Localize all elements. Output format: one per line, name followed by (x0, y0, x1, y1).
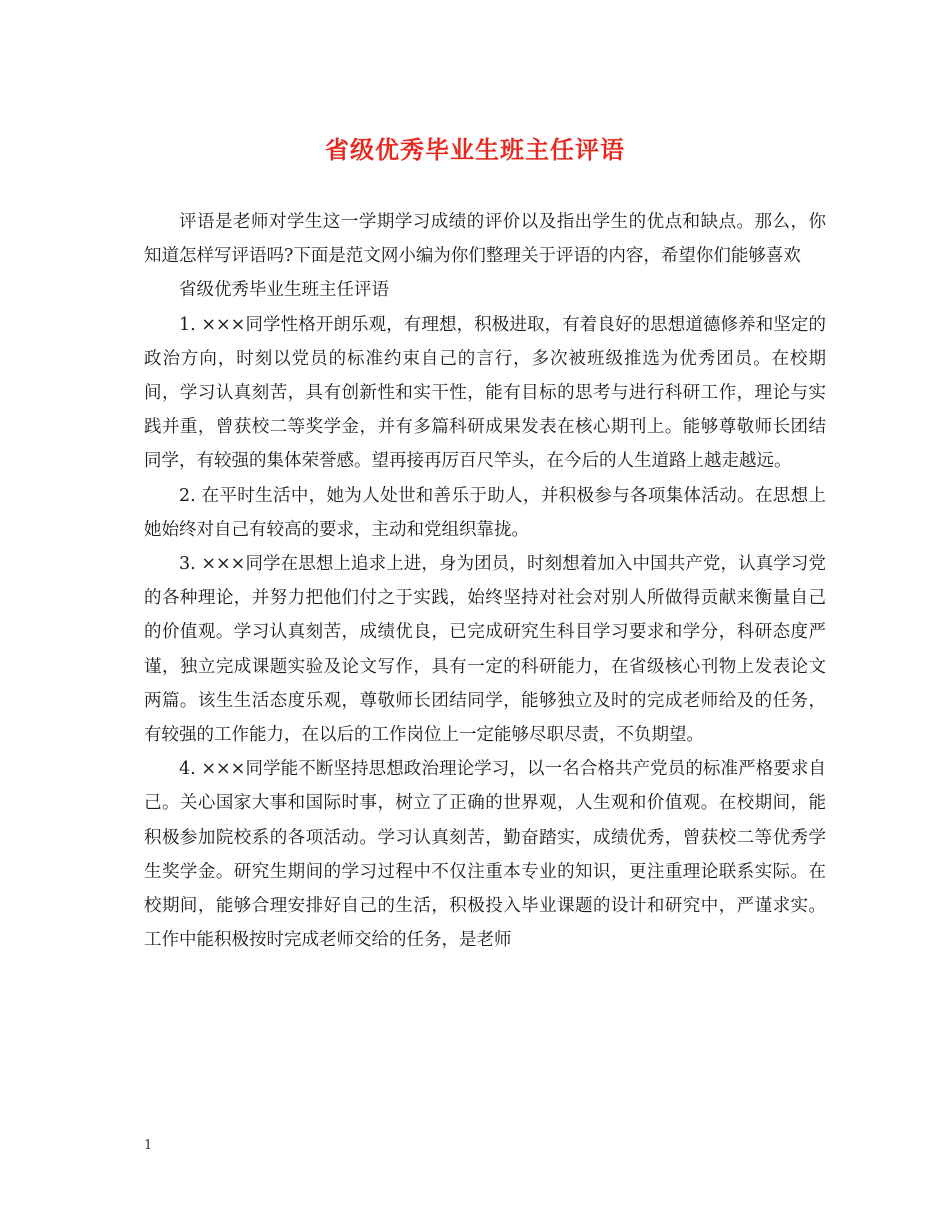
comment-paragraph-4: 4. ×××同学能不断坚持思想政治理论学习，以一名合格共产党员的标准严格要求自己。关心国家大事和国际时事，树立了正确的世界观，人生观和价值观。在校期间，能积极参加院校系的各项活动。学习认真刻苦，勤奋踏实，成绩优秀，曾获校二等优秀学生奖学金。研究生期间的学习过程中不仅注重本专业的知识，更注重理论联系实际。在校期间，能够合理安排好自己的生活，积极投入毕业课题的设计和研究中，严谨求实。工作中能积极按时完成老师交给的任务，是老师 (144, 759, 826, 951)
section-heading: 省级优秀毕业生班主任评语 (179, 280, 389, 301)
comment-paragraph-2: 2. 在平时生活中，她为人处世和善乐于助人，并积极参与各项集体活动。在思想上她始终对自己有较高的要求，主动和党组织靠拢。 (144, 485, 826, 540)
page-number: 1 (144, 1138, 153, 1153)
document-title: 省级优秀毕业生班主任评语 (325, 135, 625, 164)
comment-paragraph-3: 3. ×××同学在思想上追求上进，身为团员，时刻想着加入中国共产党，认真学习党的各种理论，并努力把他们付之于实践，始终坚持对社会对别人所做得贡献来衡量自己的价值观。学习认真刻苦，成绩优良，已完成研究生科目学习要求和学分，科研态度严谨，独立完成课题实验及论文写作，具有一定的科研能力，在省级核心刊物上发表论文两篇。该生生活态度乐观，尊敬师长团结同学，能够独立及时的完成老师给及的任务，有较强的工作能力，在以后的工作岗位上一定能够尽职尽责，不负期望。 (144, 554, 826, 746)
intro-paragraph: 评语是老师对学生这一学期学习成绩的评价以及指出学生的优点和缺点。那么，你知道怎样写评语吗?下面是范文网小编为你们整理关于评语的内容，希望你们能够喜欢 (144, 212, 826, 267)
comment-paragraph-1: 1. ×××同学性格开朗乐观，有理想，积极进取，有着良好的思想道德修养和坚定的政治方向，时刻以党员的标准约束自己的言行，多次被班级推选为优秀团员。在校期间，学习认真刻苦，具有创新性和实干性，能有目标的思考与进行科研工作，理论与实践并重，曾获校二等奖学金，并有多篇科研成果发表在核心期刊上。能够尊敬师长团结同学，有较强的集体荣誉感。望再接再厉百尺竿头，在今后的人生道路上越走越远。 (144, 314, 826, 472)
document-body (144, 205, 826, 957)
